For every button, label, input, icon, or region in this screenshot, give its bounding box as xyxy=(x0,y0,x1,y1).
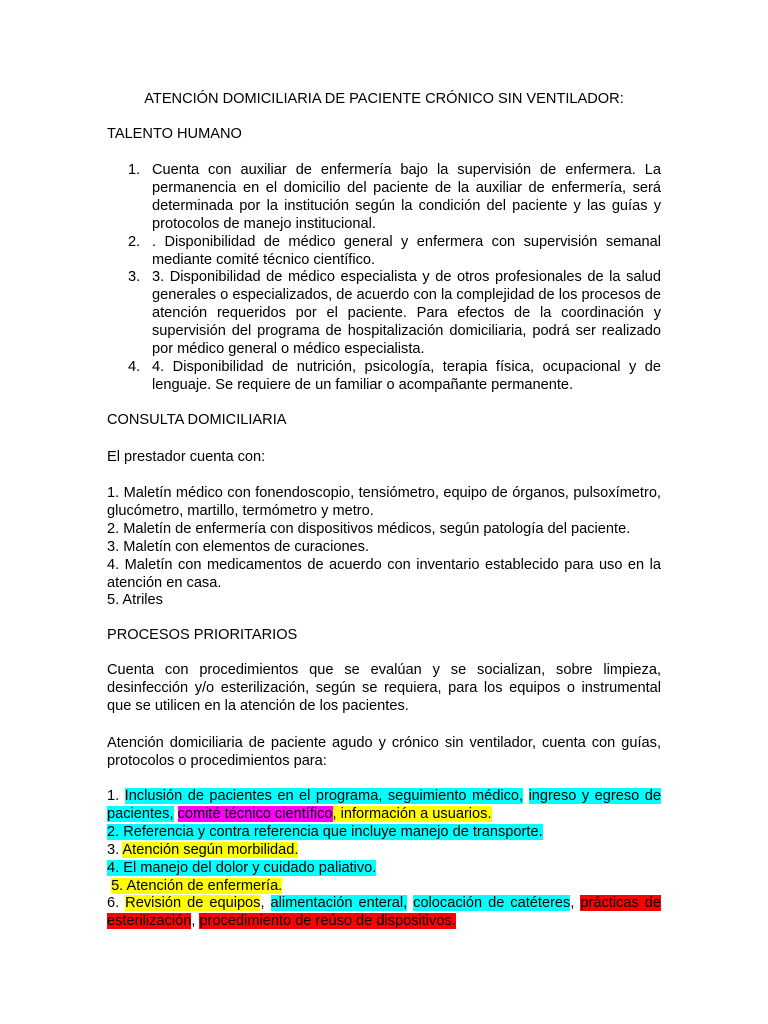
section-heading-procesos: PROCESOS PRIORITARIOS xyxy=(107,627,298,643)
list-item-number: 3. xyxy=(107,841,123,858)
list-item xyxy=(128,269,661,359)
list-item xyxy=(107,824,661,842)
list-item xyxy=(128,162,661,234)
list-item-number: 1. xyxy=(128,162,141,178)
highlight-yellow: Atención según morbilidad. xyxy=(122,841,299,858)
highlight-cyan: Inclusión de pacientes en el programa, seguimiento médico, xyxy=(124,788,524,804)
highlight-cyan: 4. El manejo del dolor y cuidado paliativo. xyxy=(107,859,377,876)
list-item: 2. Maletín de enfermería con dispositivos médicos, según patología del paciente. xyxy=(107,520,631,537)
highlight-cyan: alimentación enteral, xyxy=(270,895,408,912)
highlight-magenta: comité técnico científico xyxy=(177,805,333,822)
list-item-text: 4. Disponibilidad de nutrición, psicología, terapia física, ocupacional y de lenguaje. Se requiere de un familiar o acompañante permanente. xyxy=(152,358,661,393)
separator: , xyxy=(191,913,200,930)
list-item-number: 3. xyxy=(128,269,141,286)
highlight-cyan: ingreso y egreso de pacientes, xyxy=(107,788,661,822)
highlight-red: procedimiento de reúso de dispositivos. xyxy=(199,913,456,930)
list-item-number: 4. xyxy=(128,358,141,375)
list-item xyxy=(107,878,661,896)
separator xyxy=(523,788,528,804)
highlight-red: prácticas de esterilización xyxy=(107,895,662,930)
list-item xyxy=(107,788,661,824)
list-item: 5. Atriles xyxy=(107,592,163,609)
list-item-number: 2. xyxy=(128,233,141,250)
list-item: 4. Maletín con medicamentos de acuerdo con inventario establecido para uso en la atención en casa. xyxy=(107,556,661,591)
section-heading-talento: TALENTO HUMANO xyxy=(107,126,242,142)
procesos-paragraph-1: Cuenta con procedimientos que se evalúan y se socializan, sobre limpieza, desinfección y/o esterilización, según se requiera, para los equipos o instrumental que se utilicen en la atención de los pacientes. xyxy=(107,662,661,714)
list-item xyxy=(128,358,661,395)
list-item-number: 1. xyxy=(107,788,125,804)
list-item xyxy=(107,860,661,878)
consulta-intro: El prestador cuenta con: xyxy=(107,449,266,465)
highlight-yellow: Revisión de equipos xyxy=(125,895,261,912)
list-item: 3. Maletín con elementos de curaciones. xyxy=(107,538,370,555)
list-item xyxy=(107,895,661,931)
procesos-highlighted-list xyxy=(107,788,661,931)
list-item xyxy=(128,233,661,270)
document-title: ATENCIÓN DOMICILIARIA DE PACIENTE CRÓNICO SIN VENTILADOR: xyxy=(144,91,624,107)
procesos-paragraph-2: Atención domiciliaria de paciente agudo y crónico sin ventilador, cuenta con guías, protocolos o procedimientos para: xyxy=(107,735,661,769)
highlight-yellow: , información a usuarios. xyxy=(332,805,492,822)
highlight-cyan: colocación de catéteres xyxy=(413,895,571,912)
list-item: 1. Maletín médico con fonendoscopio, tensiómetro, equipo de órganos, pulsoxímetro, glucómetro, martillo, termómetro y metro. xyxy=(107,485,661,519)
highlight-cyan: 2. Referencia y contra referencia que incluye manejo de transporte. xyxy=(107,823,543,840)
list-item-text: Cuenta con auxiliar de enfermería bajo la supervisión de enfermera. La permanencia en el domicilio del paciente de la auxiliar de enfermería, será determinada por la institución según la condición del paciente y las guías y protocolos de manejo institucional. xyxy=(152,162,661,232)
highlight-yellow: 5. Atención de enfermería. xyxy=(111,877,283,894)
list-item-text: . Disponibilidad de médico general y enfermera con supervisión semanal mediante comité técnico científico. xyxy=(152,233,661,268)
section-heading-consulta: CONSULTA DOMICILIARIA xyxy=(107,412,287,428)
list-item-text: 3. Disponibilidad de médico especialista y de otros profesionales de la salud generales o especializados, de acuerdo con la complejidad de los procesos de atención requeridos por el paciente. Para efectos de la coordinación y supervisión del programa de hospitalización domiciliaria, podrá ser realizado por médico general o médico especialista. xyxy=(152,269,661,358)
separator: , xyxy=(570,895,581,912)
list-item xyxy=(107,842,661,860)
consulta-list xyxy=(107,485,661,610)
separator: , xyxy=(260,895,271,912)
talento-list xyxy=(128,162,661,395)
list-item-number: 6. xyxy=(107,895,126,912)
separator xyxy=(174,806,178,822)
